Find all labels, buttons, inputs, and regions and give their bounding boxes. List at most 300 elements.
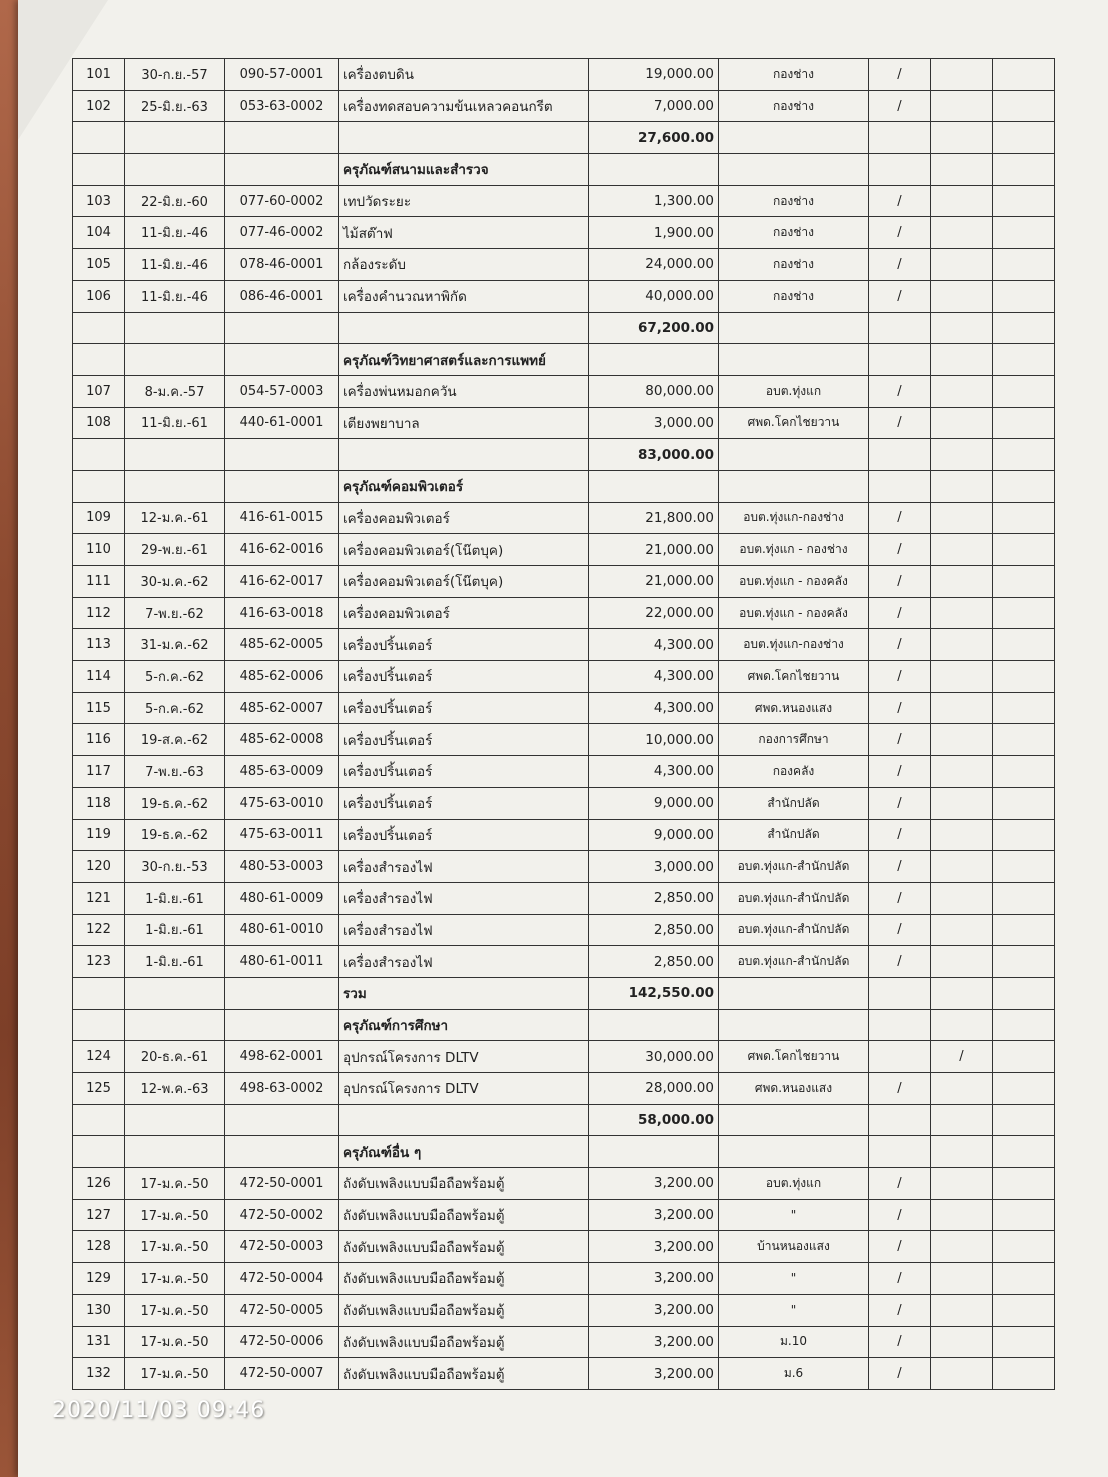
cell-price: 22,000.00: [589, 597, 719, 629]
cell-asset-code: [225, 122, 339, 154]
cell-item-name: [339, 1104, 589, 1136]
cell-location: ศพด.โคกไชยวาน: [719, 661, 869, 693]
cell-location: อบต.ทุ่งแก-สำนักปลัด: [719, 914, 869, 946]
cell-asset-code: 472-50-0001: [225, 1168, 339, 1200]
cell-status-good: /: [869, 217, 931, 249]
cell-status-disposal: [993, 249, 1055, 281]
cell-number: 129: [73, 1263, 125, 1295]
cell-location: กองการศึกษา: [719, 724, 869, 756]
cell-price: 3,200.00: [589, 1294, 719, 1326]
cell-number: 106: [73, 280, 125, 312]
cell-status-good: /: [869, 502, 931, 534]
cell-location: [719, 122, 869, 154]
cell-status-good: /: [869, 629, 931, 661]
cell-status-disposal: [993, 375, 1055, 407]
cell-asset-code: 475-63-0010: [225, 787, 339, 819]
cell-item-name: ถังดับเพลิงแบบมือถือพร้อมตู้: [339, 1358, 589, 1390]
cell-location: บ้านหนองแสง: [719, 1231, 869, 1263]
cell-item-name: เครื่องปริ้นเตอร์: [339, 724, 589, 756]
cell-date: 19-ธ.ค.-62: [125, 819, 225, 851]
cell-price: 2,850.00: [589, 946, 719, 978]
cell-status-disposal: [993, 851, 1055, 883]
asset-ledger-table: [72, 58, 1055, 1390]
cell-status-disposal: [993, 1199, 1055, 1231]
cell-status-disposal: [993, 756, 1055, 788]
cell-asset-code: [225, 470, 339, 502]
cell-asset-code: [225, 154, 339, 186]
cell-asset-code: [225, 312, 339, 344]
cell-status-damaged: [931, 977, 993, 1009]
table-row: [73, 1231, 1055, 1263]
cell-status-good: [869, 1009, 931, 1041]
table-row: [73, 629, 1055, 661]
cell-price: 4,300.00: [589, 629, 719, 661]
cell-number: 104: [73, 217, 125, 249]
cell-item-name: เครื่องสำรองไฟ: [339, 914, 589, 946]
cell-price: 2,850.00: [589, 914, 719, 946]
cell-number: [73, 977, 125, 1009]
cell-date: [125, 1104, 225, 1136]
cell-status-damaged: [931, 1136, 993, 1168]
cell-asset-code: [225, 1104, 339, 1136]
cell-price: 4,300.00: [589, 756, 719, 788]
cell-date: [125, 154, 225, 186]
cell-price: 10,000.00: [589, 724, 719, 756]
cell-item-name: เครื่องทดสอบความข้นเหลวคอนกรีต: [339, 90, 589, 122]
table-row: [73, 534, 1055, 566]
cell-status-damaged: [931, 787, 993, 819]
cell-price: [589, 470, 719, 502]
cell-status-disposal: [993, 597, 1055, 629]
cell-status-damaged: [931, 629, 993, 661]
cell-status-disposal: [993, 312, 1055, 344]
cell-item-name: [339, 312, 589, 344]
cell-asset-code: 472-50-0006: [225, 1326, 339, 1358]
cell-location: [719, 977, 869, 1009]
cell-price: 3,000.00: [589, 851, 719, 883]
cell-number: 112: [73, 597, 125, 629]
table-row: [73, 724, 1055, 756]
cell-asset-code: 053-63-0002: [225, 90, 339, 122]
cell-item-name: เครื่องคอมพิวเตอร์(โน๊ตบุค): [339, 566, 589, 598]
cell-price: 21,000.00: [589, 534, 719, 566]
cell-status-disposal: [993, 1041, 1055, 1073]
cell-price: 3,200.00: [589, 1263, 719, 1295]
cell-number: 113: [73, 629, 125, 661]
cell-item-name: เครื่องปริ้นเตอร์: [339, 819, 589, 851]
cell-price: 80,000.00: [589, 375, 719, 407]
cell-asset-code: [225, 1009, 339, 1041]
cell-number: [73, 1009, 125, 1041]
cell-item-name: ถังดับเพลิงแบบมือถือพร้อมตู้: [339, 1263, 589, 1295]
cell-number: 116: [73, 724, 125, 756]
cell-status-good: /: [869, 59, 931, 91]
cell-date: 1-มิ.ย.-61: [125, 882, 225, 914]
cell-status-damaged: [931, 154, 993, 186]
cell-price: 4,300.00: [589, 692, 719, 724]
cell-status-damaged: [931, 819, 993, 851]
cell-item-name: อุปกรณ์โครงการ DLTV: [339, 1041, 589, 1073]
cell-status-good: /: [869, 914, 931, 946]
cell-status-damaged: [931, 344, 993, 376]
cell-asset-code: 472-50-0003: [225, 1231, 339, 1263]
cell-item-name: ครุภัณฑ์สนามและสำรวจ: [339, 154, 589, 186]
cell-status-disposal: [993, 90, 1055, 122]
cell-location: ม.6: [719, 1358, 869, 1390]
cell-number: [73, 312, 125, 344]
cell-asset-code: 086-46-0001: [225, 280, 339, 312]
cell-status-damaged: [931, 185, 993, 217]
cell-item-name: กล้องระดับ: [339, 249, 589, 281]
table-row: [73, 1294, 1055, 1326]
cell-item-name: เครื่องพ่นหมอกควัน: [339, 375, 589, 407]
cell-status-good: [869, 439, 931, 471]
cell-status-good: /: [869, 185, 931, 217]
cell-asset-code: 472-50-0007: [225, 1358, 339, 1390]
cell-status-disposal: [993, 661, 1055, 693]
cell-status-disposal: [993, 1326, 1055, 1358]
cell-price: 3,200.00: [589, 1326, 719, 1358]
table-row: [73, 914, 1055, 946]
cell-status-good: /: [869, 407, 931, 439]
cell-number: 110: [73, 534, 125, 566]
cell-status-good: /: [869, 756, 931, 788]
cell-price: 9,000.00: [589, 787, 719, 819]
category-header-row: [73, 344, 1055, 376]
cell-number: 108: [73, 407, 125, 439]
cell-date: 11-มิ.ย.-46: [125, 280, 225, 312]
cell-asset-code: 416-62-0017: [225, 566, 339, 598]
cell-location: อบต.ทุ่งแก-สำนักปลัด: [719, 851, 869, 883]
table-row: [73, 1168, 1055, 1200]
cell-location: [719, 344, 869, 376]
cell-status-disposal: [993, 502, 1055, 534]
subtotal-row: [73, 312, 1055, 344]
cell-item-name: เครื่องปริ้นเตอร์: [339, 787, 589, 819]
cell-asset-code: 077-46-0002: [225, 217, 339, 249]
cell-price: 1,300.00: [589, 185, 719, 217]
cell-date: 17-ม.ค.-50: [125, 1199, 225, 1231]
cell-status-disposal: [993, 470, 1055, 502]
cell-number: 101: [73, 59, 125, 91]
cell-status-damaged: [931, 1199, 993, 1231]
cell-number: [73, 439, 125, 471]
cell-status-good: [869, 122, 931, 154]
cell-location: ": [719, 1294, 869, 1326]
cell-asset-code: 485-62-0008: [225, 724, 339, 756]
photo-timestamp: 2020/11/03 09:46: [52, 1398, 266, 1423]
cell-status-good: /: [869, 534, 931, 566]
cell-status-damaged: /: [931, 1041, 993, 1073]
cell-location: ม.10: [719, 1326, 869, 1358]
cell-status-disposal: [993, 1104, 1055, 1136]
cell-asset-code: 498-63-0002: [225, 1073, 339, 1105]
cell-price: [589, 154, 719, 186]
cell-status-good: /: [869, 882, 931, 914]
cell-number: 119: [73, 819, 125, 851]
cell-price: 28,000.00: [589, 1073, 719, 1105]
subtotal-row: [73, 977, 1055, 1009]
cell-date: 30-ม.ค.-62: [125, 566, 225, 598]
cell-price: [589, 1009, 719, 1041]
cell-item-name: เครื่องปริ้นเตอร์: [339, 756, 589, 788]
cell-asset-code: 485-63-0009: [225, 756, 339, 788]
cell-item-name: เครื่องคอมพิวเตอร์: [339, 502, 589, 534]
cell-asset-code: 078-46-0001: [225, 249, 339, 281]
cell-location: [719, 1136, 869, 1168]
cell-date: 17-ม.ค.-50: [125, 1358, 225, 1390]
cell-status-disposal: [993, 787, 1055, 819]
table-row: [73, 851, 1055, 883]
cell-date: [125, 1136, 225, 1168]
cell-status-disposal: [993, 914, 1055, 946]
cell-status-disposal: [993, 1294, 1055, 1326]
cell-status-damaged: [931, 1104, 993, 1136]
cell-status-disposal: [993, 534, 1055, 566]
cell-status-damaged: [931, 566, 993, 598]
table-row: [73, 787, 1055, 819]
table-row: [73, 59, 1055, 91]
cell-status-good: /: [869, 90, 931, 122]
cell-date: 29-พ.ย.-61: [125, 534, 225, 566]
cell-status-good: /: [869, 851, 931, 883]
cell-date: 17-ม.ค.-50: [125, 1168, 225, 1200]
cell-item-name: ไม้สต๊าฟ: [339, 217, 589, 249]
cell-status-damaged: [931, 249, 993, 281]
table-row: [73, 819, 1055, 851]
cell-date: 11-มิ.ย.-46: [125, 217, 225, 249]
cell-date: [125, 439, 225, 471]
cell-asset-code: 498-62-0001: [225, 1041, 339, 1073]
table-row: [73, 882, 1055, 914]
table-row: [73, 1199, 1055, 1231]
cell-price: 3,200.00: [589, 1231, 719, 1263]
cell-location: อบต.ทุ่งแก - กองช่าง: [719, 534, 869, 566]
cell-asset-code: [225, 344, 339, 376]
cell-date: 30-ก.ย.-57: [125, 59, 225, 91]
subtotal-row: [73, 1104, 1055, 1136]
cell-item-name: เตียงพยาบาล: [339, 407, 589, 439]
cell-status-damaged: [931, 882, 993, 914]
cell-date: 5-ก.ค.-62: [125, 661, 225, 693]
cell-date: 1-มิ.ย.-61: [125, 914, 225, 946]
table-row: [73, 185, 1055, 217]
cell-item-name: เครื่องปริ้นเตอร์: [339, 629, 589, 661]
cell-number: 103: [73, 185, 125, 217]
cell-status-good: /: [869, 1263, 931, 1295]
cell-location: [719, 439, 869, 471]
cell-status-damaged: [931, 59, 993, 91]
cell-status-damaged: [931, 914, 993, 946]
cell-status-disposal: [993, 946, 1055, 978]
cell-item-name: ถังดับเพลิงแบบมือถือพร้อมตู้: [339, 1168, 589, 1200]
cell-price: 30,000.00: [589, 1041, 719, 1073]
table-row: [73, 566, 1055, 598]
cell-item-name: [339, 439, 589, 471]
cell-date: [125, 1009, 225, 1041]
cell-location: กองช่าง: [719, 59, 869, 91]
cell-location: ": [719, 1199, 869, 1231]
cell-location: กองคลัง: [719, 756, 869, 788]
cell-date: 11-มิ.ย.-46: [125, 249, 225, 281]
cell-location: อบต.ทุ่งแก - กองคลัง: [719, 566, 869, 598]
cell-location: อบต.ทุ่งแก-สำนักปลัด: [719, 882, 869, 914]
cell-status-damaged: [931, 1009, 993, 1041]
cell-status-damaged: [931, 1231, 993, 1263]
cell-date: [125, 344, 225, 376]
cell-date: 17-ม.ค.-50: [125, 1263, 225, 1295]
cell-status-damaged: [931, 407, 993, 439]
cell-status-good: /: [869, 1358, 931, 1390]
cell-location: [719, 1009, 869, 1041]
cell-status-damaged: [931, 1073, 993, 1105]
cell-location: กองช่าง: [719, 217, 869, 249]
cell-item-name: ถังดับเพลิงแบบมือถือพร้อมตู้: [339, 1294, 589, 1326]
cell-price: 21,800.00: [589, 502, 719, 534]
cell-status-good: [869, 344, 931, 376]
cell-location: อบต.ทุ่งแก-สำนักปลัด: [719, 946, 869, 978]
cell-asset-code: 480-61-0010: [225, 914, 339, 946]
cell-status-disposal: [993, 819, 1055, 851]
cell-status-damaged: [931, 217, 993, 249]
cell-status-disposal: [993, 1231, 1055, 1263]
cell-asset-code: 416-62-0016: [225, 534, 339, 566]
cell-location: กองช่าง: [719, 185, 869, 217]
cell-status-good: /: [869, 1294, 931, 1326]
cell-status-good: /: [869, 249, 931, 281]
cell-status-disposal: [993, 439, 1055, 471]
cell-status-damaged: [931, 312, 993, 344]
cell-number: 128: [73, 1231, 125, 1263]
cell-status-disposal: [993, 1358, 1055, 1390]
cell-item-name: เครื่องตบดิน: [339, 59, 589, 91]
cell-status-good: [869, 1104, 931, 1136]
table-row: [73, 502, 1055, 534]
cell-location: อบต.ทุ่งแก-กองช่าง: [719, 502, 869, 534]
cell-price: 1,900.00: [589, 217, 719, 249]
cell-number: 127: [73, 1199, 125, 1231]
cell-date: 19-ส.ค.-62: [125, 724, 225, 756]
cell-date: 12-ม.ค.-61: [125, 502, 225, 534]
cell-location: ศพด.หนองแสง: [719, 1073, 869, 1105]
cell-asset-code: 090-57-0001: [225, 59, 339, 91]
cell-location: สำนักปลัด: [719, 787, 869, 819]
cell-location: อบต.ทุ่งแก: [719, 375, 869, 407]
table-row: [73, 1358, 1055, 1390]
cell-date: 17-ม.ค.-50: [125, 1294, 225, 1326]
cell-status-good: /: [869, 724, 931, 756]
cell-status-damaged: [931, 756, 993, 788]
cell-price: 7,000.00: [589, 90, 719, 122]
table-row: [73, 946, 1055, 978]
cell-status-damaged: [931, 1168, 993, 1200]
cell-asset-code: 416-61-0015: [225, 502, 339, 534]
cell-asset-code: 416-63-0018: [225, 597, 339, 629]
cell-number: [73, 1136, 125, 1168]
cell-number: 126: [73, 1168, 125, 1200]
cell-status-damaged: [931, 534, 993, 566]
cell-number: 124: [73, 1041, 125, 1073]
cell-item-name: เครื่องสำรองไฟ: [339, 946, 589, 978]
cell-item-name: [339, 122, 589, 154]
cell-price: [589, 1136, 719, 1168]
cell-status-good: /: [869, 787, 931, 819]
cell-date: [125, 977, 225, 1009]
cell-location: [719, 1104, 869, 1136]
cell-status-disposal: [993, 59, 1055, 91]
cell-asset-code: 440-61-0001: [225, 407, 339, 439]
subtotal-row: [73, 122, 1055, 154]
cell-item-name: ครุภัณฑ์วิทยาศาสตร์และการแพทย์: [339, 344, 589, 376]
cell-status-disposal: [993, 692, 1055, 724]
cell-status-good: [869, 154, 931, 186]
cell-number: 105: [73, 249, 125, 281]
cell-status-disposal: [993, 724, 1055, 756]
cell-number: [73, 122, 125, 154]
cell-number: 109: [73, 502, 125, 534]
cell-status-good: /: [869, 1168, 931, 1200]
cell-asset-code: 054-57-0003: [225, 375, 339, 407]
table-row: [73, 217, 1055, 249]
cell-status-good: /: [869, 1199, 931, 1231]
cell-date: 17-ม.ค.-50: [125, 1326, 225, 1358]
cell-status-good: /: [869, 1231, 931, 1263]
cell-item-name: ถังดับเพลิงแบบมือถือพร้อมตู้: [339, 1199, 589, 1231]
cell-number: [73, 1104, 125, 1136]
cell-status-good: /: [869, 566, 931, 598]
cell-asset-code: [225, 439, 339, 471]
cell-status-good: /: [869, 597, 931, 629]
cell-number: 118: [73, 787, 125, 819]
category-header-row: [73, 1009, 1055, 1041]
cell-asset-code: [225, 977, 339, 1009]
cell-number: 115: [73, 692, 125, 724]
cell-item-name: เครื่องปริ้นเตอร์: [339, 661, 589, 693]
cell-asset-code: 485-62-0006: [225, 661, 339, 693]
cell-asset-code: 485-62-0007: [225, 692, 339, 724]
cell-status-disposal: [993, 344, 1055, 376]
cell-date: 1-มิ.ย.-61: [125, 946, 225, 978]
cell-status-damaged: [931, 1263, 993, 1295]
cell-location: อบต.ทุ่งแก - กองคลัง: [719, 597, 869, 629]
cell-location: ศพด.หนองแสง: [719, 692, 869, 724]
cell-item-name: เทปวัดระยะ: [339, 185, 589, 217]
cell-price: 83,000.00: [589, 439, 719, 471]
cell-location: กองช่าง: [719, 90, 869, 122]
table-row: [73, 1326, 1055, 1358]
cell-price: 3,200.00: [589, 1168, 719, 1200]
cell-date: 5-ก.ค.-62: [125, 692, 225, 724]
cell-status-good: /: [869, 1073, 931, 1105]
cell-status-damaged: [931, 692, 993, 724]
cell-status-good: /: [869, 692, 931, 724]
cell-status-good: [869, 1136, 931, 1168]
cell-price: [589, 344, 719, 376]
cell-location: [719, 470, 869, 502]
table-row: [73, 597, 1055, 629]
cell-date: 30-ก.ย.-53: [125, 851, 225, 883]
cell-status-disposal: [993, 1168, 1055, 1200]
cell-location: ": [719, 1263, 869, 1295]
cell-status-good: [869, 312, 931, 344]
cell-asset-code: 480-61-0009: [225, 882, 339, 914]
table-row: [73, 1073, 1055, 1105]
cell-number: 107: [73, 375, 125, 407]
category-header-row: [73, 154, 1055, 186]
cell-status-damaged: [931, 724, 993, 756]
cell-status-damaged: [931, 946, 993, 978]
cell-date: 22-มิ.ย.-60: [125, 185, 225, 217]
